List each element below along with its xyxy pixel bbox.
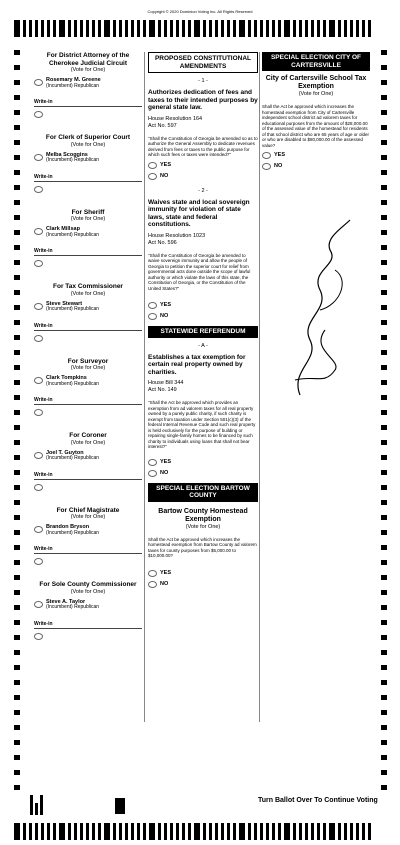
vote-for-one: (Vote for One): [70, 588, 106, 595]
write-in-line[interactable]: Write-in: [34, 397, 142, 405]
candidate-party: (Incumbent) Republican: [46, 604, 100, 610]
write-in-line[interactable]: Write-in: [34, 99, 142, 107]
write-in-line[interactable]: Write-in: [34, 472, 142, 480]
write-in-oval[interactable]: [34, 110, 142, 118]
question-title: Waives state and local sovereign immunity for violation of state laws, state and federal constitutions.: [148, 198, 250, 228]
oval[interactable]: [148, 302, 157, 309]
no-option[interactable]: NO: [148, 172, 258, 180]
candidate-party: (Incumbent) Republican: [46, 82, 100, 89]
candidate-party: (Incumbent) Republican: [46, 455, 100, 461]
vote-for-one: (Vote for One): [70, 365, 106, 371]
contest-title: For Chief Magistrate: [56, 506, 120, 514]
oval[interactable]: [148, 570, 157, 577]
oval[interactable]: [34, 558, 43, 565]
contest: [34, 52, 142, 118]
candidate-party: (Incumbent) Republican: [46, 157, 100, 163]
oval[interactable]: [34, 260, 43, 267]
contest-title: For Clerk of Superior Court: [45, 134, 131, 141]
yes-option[interactable]: YES: [148, 301, 258, 309]
vote-for-one: (Vote for One): [70, 216, 106, 222]
candidate-option[interactable]: [34, 227, 142, 238]
barcode-marks: [30, 795, 44, 815]
candidate-option[interactable]: [34, 153, 142, 164]
oval[interactable]: [34, 377, 43, 384]
yes-option[interactable]: YES: [148, 161, 258, 169]
vote-for-one: (Vote for One): [185, 523, 221, 530]
question-text: "Shall the Act be approved which provides an exemption from ad valorem taxes for all real property owned by a purely public charity, if such charity is exempt from taxation under Section 501(c)(3) of the federal Internal Revenue Code and such real property is held exclusively for the purpose of building or repairing single-family homes to be financed by such charity to individuals using loans that shall not bear interest?": [148, 400, 256, 449]
contest: [34, 283, 142, 342]
contest-title: For Sheriff: [71, 208, 105, 216]
timing-marks-top: [14, 20, 386, 37]
turn-ballot-instruction: Turn Ballot Over To Continue Voting: [258, 797, 378, 804]
no-option[interactable]: NO: [148, 469, 258, 477]
contest: [34, 358, 142, 417]
city-column: [262, 52, 370, 170]
candidate-party: (Incumbent) Republican: [46, 529, 100, 536]
copyright: Copyright © 2020 Dominion Voting Inc. All Rights Reserved: [147, 9, 253, 14]
oval[interactable]: [34, 186, 43, 193]
contest-title: For Coroner: [69, 432, 107, 439]
write-in-line[interactable]: Write-in: [34, 323, 142, 331]
oval[interactable]: [34, 452, 43, 459]
oval[interactable]: [262, 163, 271, 170]
contest: [34, 581, 142, 640]
oval[interactable]: [34, 409, 43, 416]
resolution: House Bill 344: [148, 380, 184, 386]
candidate-name: Clark Millsap: [46, 226, 80, 232]
candidate-option[interactable]: [34, 451, 142, 462]
candidate-option[interactable]: [34, 525, 142, 536]
oval[interactable]: [34, 228, 43, 235]
candidate-name: Steve Stewart: [46, 300, 83, 307]
contest: [34, 432, 142, 491]
yes-option[interactable]: YES: [148, 569, 258, 577]
contest: [34, 507, 142, 566]
write-in-oval[interactable]: [34, 632, 142, 640]
vote-for-one: (Vote for One): [70, 67, 106, 73]
candidate-option[interactable]: [34, 600, 142, 611]
question-text: Shall the Act be approved which increases the homestead exemption from City of Cartersville independent school district ad valorem taxes for educational purposes from the amount of $28,000.00 of the assessed value of the homestead for residents of that school district who are 65 years of age or older or who are disabled to $80,000.00 of the assessed value?: [262, 104, 370, 148]
vote-for-one: (Vote for One): [70, 514, 106, 520]
oval[interactable]: [262, 152, 271, 159]
write-in-line[interactable]: Write-in: [34, 621, 142, 629]
write-in-oval[interactable]: [34, 185, 142, 193]
oval[interactable]: [148, 581, 157, 588]
contest: [34, 209, 142, 268]
barcode-block: [115, 798, 125, 814]
oval[interactable]: [148, 459, 157, 466]
no-option[interactable]: NO: [148, 312, 258, 320]
candidate-name: Clark Tompkins: [46, 375, 87, 381]
oval[interactable]: [148, 162, 157, 169]
contest-title: For District Attorney of the Cherokee Judicial Circuit: [46, 52, 130, 67]
amendments-header: PROPOSED CONSTITUTIONAL AMENDMENTS: [148, 52, 258, 73]
oval[interactable]: [34, 633, 43, 640]
special-election-header: SPECIAL ELECTION BARTOW COUNTY: [148, 483, 258, 502]
contest-title: For Tax Commissioner: [53, 283, 123, 290]
question-number: - 1 -: [198, 78, 208, 84]
oval[interactable]: [148, 173, 157, 180]
oval[interactable]: [34, 335, 43, 342]
question-title: Authorizes dedication of fees and taxes to their intended purposes by general state law.: [148, 89, 258, 111]
act-number: Act No. 149: [148, 387, 177, 393]
candidate-option[interactable]: [34, 376, 142, 387]
candidate-name: Steve A. Taylor: [46, 598, 86, 605]
question-title: Bartow County Homestead Exemption: [158, 507, 248, 523]
act-number: Act No. 597: [148, 122, 177, 129]
candidate-name: Rosemary M. Greene: [46, 77, 101, 83]
write-in-oval[interactable]: [34, 557, 142, 565]
contest: [34, 134, 142, 193]
question-title: Establishes a tax exemption for certain real property owned by charities.: [148, 353, 246, 376]
referendum-header: STATEWIDE REFERENDUM: [148, 326, 258, 338]
oval[interactable]: [34, 484, 43, 491]
contest-title: For Surveyor: [67, 357, 109, 365]
write-in-oval[interactable]: [34, 259, 142, 267]
question-number: - A -: [198, 342, 208, 349]
city-header: SPECIAL ELECTION CITY OF CARTERSVILLE: [262, 52, 370, 71]
question-title: City of Cartersville School Tax Exemption: [265, 75, 367, 90]
write-in-oval[interactable]: [34, 408, 142, 416]
yes-option[interactable]: YES: [262, 151, 370, 159]
oval[interactable]: [34, 79, 43, 86]
write-in-oval[interactable]: [34, 483, 142, 491]
write-in-oval[interactable]: [34, 334, 142, 342]
oval[interactable]: [148, 313, 157, 320]
candidate-party: (Incumbent) Republican: [46, 231, 100, 238]
candidate-option[interactable]: [34, 78, 142, 89]
write-in-line[interactable]: Write-in: [34, 546, 142, 554]
oval[interactable]: [34, 526, 43, 533]
contest-title: For Sole County Commissioner: [39, 581, 137, 588]
vote-for-one: (Vote for One): [298, 91, 334, 97]
oval[interactable]: [148, 470, 157, 477]
question-text: Shall the Act be approved which increases the homestead exemption from Bartow County ad valorem taxes for county purposes from $5,000.00 to $10,000.00?: [148, 536, 257, 558]
oval[interactable]: [34, 601, 43, 608]
vote-for-one: (Vote for One): [70, 290, 106, 297]
no-option[interactable]: NO: [148, 580, 258, 588]
contests-column: [34, 52, 142, 640]
candidate-option[interactable]: [34, 302, 142, 313]
oval[interactable]: [34, 303, 43, 310]
write-in-line[interactable]: Write-in: [34, 248, 142, 256]
yes-option[interactable]: YES: [148, 458, 258, 466]
write-in-line[interactable]: Write-in: [34, 174, 142, 182]
column-divider: [259, 52, 260, 722]
vote-for-one: (Vote for One): [70, 439, 106, 446]
timing-marks-bottom: [14, 823, 386, 840]
candidate-name: Brandon Bryson: [46, 524, 90, 530]
column-divider: [144, 52, 145, 722]
resolution: House Resolution 1023: [148, 232, 206, 239]
act-number: Act No. 596: [148, 239, 177, 246]
candidate-party: (Incumbent) Republican: [46, 306, 100, 312]
oval[interactable]: [34, 111, 43, 118]
candidate-party: (Incumbent) Republican: [46, 380, 100, 387]
handwritten-signature: [280, 210, 370, 410]
resolution: House Resolution 164: [148, 115, 203, 122]
vote-for-one: (Vote for One): [70, 141, 106, 148]
candidate-name: Melba Scoggins: [46, 151, 88, 158]
question-text: "Shall the Constitution of Georgia be amended so as to authorize the General Assembly to dedicate revenues derived from fees or taxes to the public purpose for which such fees or taxes were intended?": [148, 135, 258, 157]
oval[interactable]: [34, 154, 43, 161]
no-option[interactable]: NO: [262, 162, 370, 170]
candidate-name: Joel T. Guyton: [46, 449, 84, 456]
question-text: "Shall the Constitution of Georgia be amended to waive sovereign immunity and allow the people of Georgia to petition the superior court for relief from governmental acts done outside the scope of lawful authority or which violate the laws of this state, the Constitution of Georgia, or the Constitution of the United States?": [148, 252, 251, 291]
amendments-column: [148, 52, 258, 588]
question-number: - 2 -: [198, 187, 208, 194]
